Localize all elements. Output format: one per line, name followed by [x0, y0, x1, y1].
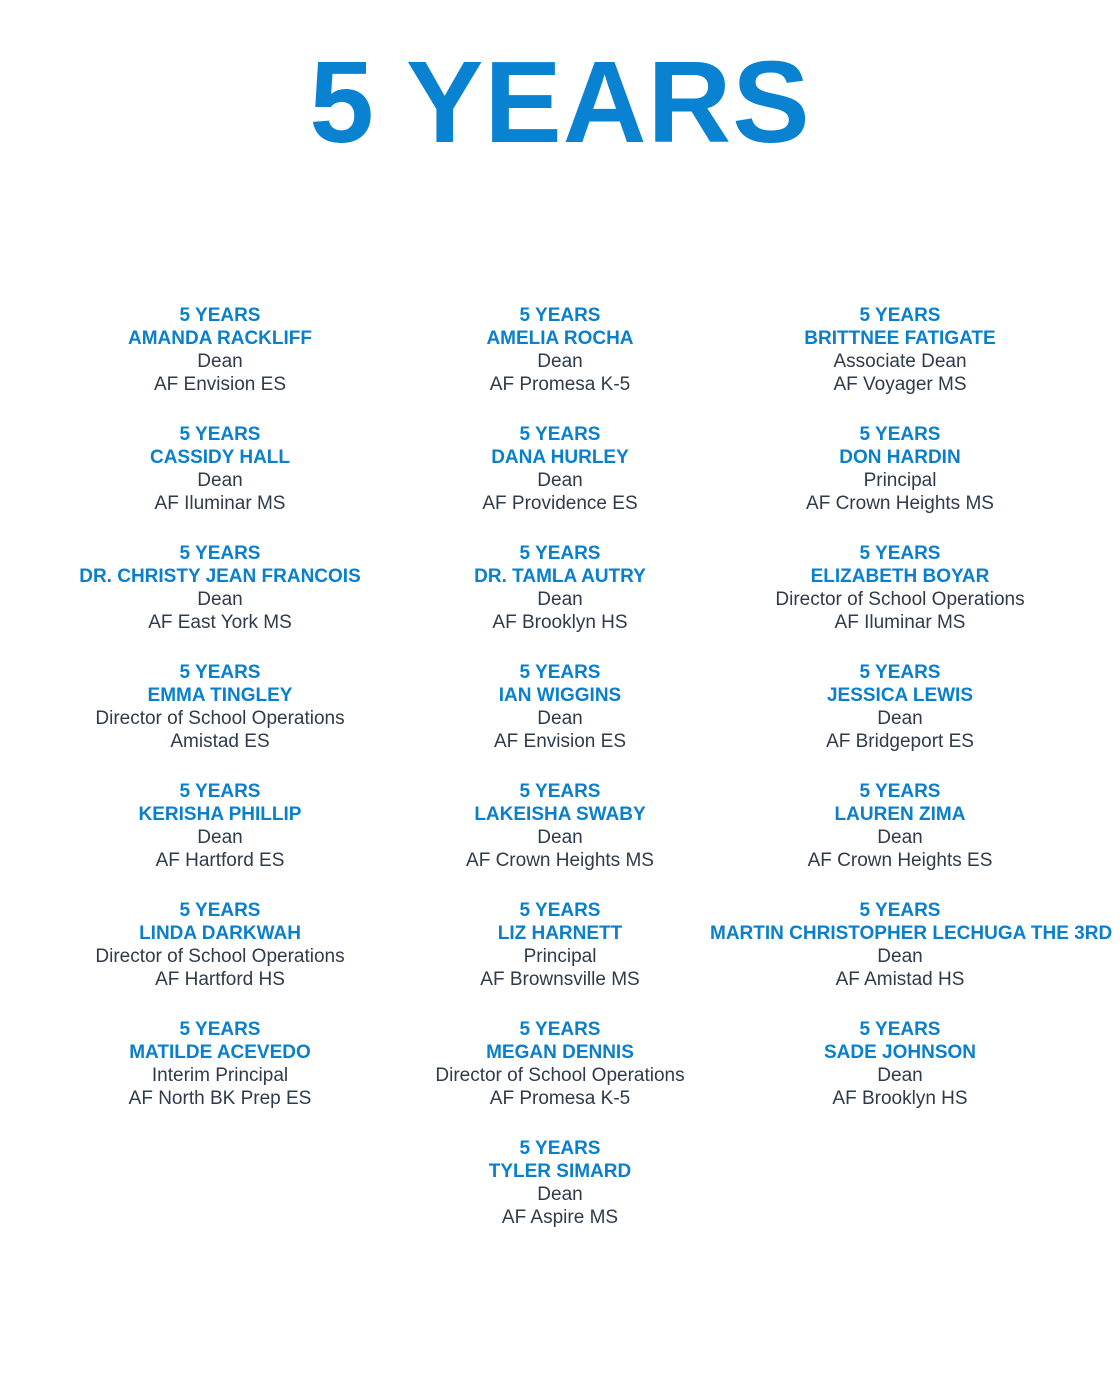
page-title: 5 YEARS — [309, 37, 811, 167]
honoree-name: AMELIA ROCHA — [486, 328, 634, 349]
honoree-school: AF Envision ES — [154, 374, 286, 395]
years-label: 5 YEARS — [859, 781, 941, 802]
years-label: 5 YEARS — [519, 543, 601, 564]
honoree-entry — [30, 1018, 410, 1137]
honoree-name: TYLER SIMARD — [488, 1161, 632, 1182]
honoree-school: AF Brooklyn HS — [832, 1088, 968, 1109]
years-label: 5 YEARS — [519, 662, 601, 683]
honoree-role: Dean — [197, 351, 243, 372]
honoree-name: IAN WIGGINS — [498, 685, 622, 706]
honoree-entry — [710, 542, 1090, 661]
honoree-entry — [370, 899, 750, 1018]
honoree-entry — [710, 899, 1113, 1018]
honoree-entry — [370, 661, 750, 780]
years-label: 5 YEARS — [179, 305, 261, 326]
years-label: 5 YEARS — [179, 900, 261, 921]
years-label: 5 YEARS — [859, 1019, 941, 1040]
honoree-role: Dean — [537, 470, 583, 491]
honoree-entry — [30, 542, 410, 661]
honoree-name: BRITTNEE FATIGATE — [804, 328, 996, 349]
honoree-role: Director of School Operations — [95, 946, 345, 967]
years-label: 5 YEARS — [519, 781, 601, 802]
honoree-role: Dean — [877, 1065, 923, 1086]
honoree-name: DON HARDIN — [839, 447, 961, 468]
honoree-column-1 — [30, 304, 410, 1137]
honoree-school: AF Crown Heights MS — [806, 493, 994, 514]
honoree-school: AF Providence ES — [482, 493, 638, 514]
years-label: 5 YEARS — [859, 543, 941, 564]
years-label: 5 YEARS — [519, 900, 601, 921]
honoree-role: Dean — [877, 708, 923, 729]
years-label: 5 YEARS — [179, 543, 261, 564]
years-label: 5 YEARS — [179, 1019, 261, 1040]
honoree-name: EMMA TINGLEY — [147, 685, 293, 706]
honoree-entry — [370, 1137, 750, 1256]
honoree-school: AF Brooklyn HS — [492, 612, 628, 633]
honoree-role: Principal — [523, 946, 597, 967]
honoree-entry — [30, 304, 410, 423]
honoree-school: AF Hartford ES — [155, 850, 285, 871]
honoree-entry — [370, 304, 750, 423]
honoree-role: Dean — [877, 827, 923, 848]
honoree-name: JESSICA LEWIS — [826, 685, 974, 706]
honoree-name: CASSIDY HALL — [149, 447, 291, 468]
honoree-entry — [710, 423, 1090, 542]
honoree-school: Amistad ES — [170, 731, 270, 752]
honoree-role: Dean — [197, 827, 243, 848]
honoree-name: ELIZABETH BOYAR — [810, 566, 990, 587]
honoree-school: AF Crown Heights ES — [807, 850, 993, 871]
honoree-column-2 — [370, 304, 750, 1256]
honoree-role: Director of School Operations — [775, 589, 1025, 610]
honoree-name: DR. TAMLA AUTRY — [474, 566, 646, 587]
honoree-name: KERISHA PHILLIP — [138, 804, 302, 825]
honoree-name: AMANDA RACKLIFF — [128, 328, 312, 349]
honoree-school: AF Envision ES — [494, 731, 626, 752]
years-label: 5 YEARS — [859, 662, 941, 683]
years-label: 5 YEARS — [179, 424, 261, 445]
honoree-name: MEGAN DENNIS — [486, 1042, 634, 1063]
honoree-name: LIZ HARNETT — [497, 923, 623, 944]
honoree-name: LAKEISHA SWABY — [474, 804, 646, 825]
honoree-entry — [370, 1018, 750, 1137]
honoree-role: Interim Principal — [151, 1065, 289, 1086]
honoree-school: AF Amistad HS — [835, 969, 965, 990]
years-label: 5 YEARS — [859, 424, 941, 445]
honoree-role: Dean — [197, 470, 243, 491]
honoree-role: Dean — [537, 827, 583, 848]
honoree-school: AF Promesa K-5 — [489, 1088, 631, 1109]
honoree-role: Associate Dean — [833, 351, 967, 372]
honoree-role: Principal — [863, 470, 937, 491]
honoree-name: LAUREN ZIMA — [834, 804, 966, 825]
years-label: 5 YEARS — [179, 781, 261, 802]
honoree-entry — [30, 423, 410, 542]
years-label: 5 YEARS — [519, 1019, 601, 1040]
years-label: 5 YEARS — [519, 305, 601, 326]
years-label: 5 YEARS — [519, 1138, 601, 1159]
honoree-entry — [30, 899, 410, 1018]
honoree-school: AF Iluminar MS — [154, 493, 286, 514]
honoree-entry — [710, 661, 1090, 780]
honoree-role: Director of School Operations — [435, 1065, 685, 1086]
honoree-role: Director of School Operations — [95, 708, 345, 729]
honoree-name: MARTIN CHRISTOPHER LECHUGA THE 3RD — [710, 923, 1113, 944]
years-label: 5 YEARS — [519, 424, 601, 445]
honoree-school: AF Crown Heights MS — [466, 850, 654, 871]
honoree-role: Dean — [537, 1184, 583, 1205]
years-label: 5 YEARS — [859, 900, 941, 921]
honoree-school: AF Brownsville MS — [480, 969, 640, 990]
honoree-entry — [710, 304, 1090, 423]
honoree-entry — [30, 780, 410, 899]
honoree-entry — [370, 542, 750, 661]
years-label: 5 YEARS — [859, 305, 941, 326]
years-label: 5 YEARS — [179, 662, 261, 683]
honoree-school: AF North BK Prep ES — [128, 1088, 312, 1109]
honoree-name: DR. CHRISTY JEAN FRANCOIS — [79, 566, 361, 587]
honoree-role: Dean — [877, 946, 923, 967]
honoree-school: AF Aspire MS — [501, 1207, 619, 1228]
honoree-name: SADE JOHNSON — [823, 1042, 977, 1063]
honoree-role: Dean — [197, 589, 243, 610]
honoree-role: Dean — [537, 351, 583, 372]
honoree-entry — [30, 661, 410, 780]
honoree-school: AF Promesa K-5 — [489, 374, 631, 395]
honoree-name: MATILDE ACEVEDO — [129, 1042, 311, 1063]
honoree-school: AF Bridgeport ES — [826, 731, 974, 752]
honoree-school: AF Voyager MS — [833, 374, 967, 395]
honoree-entry — [710, 1018, 1090, 1137]
honoree-entry — [370, 423, 750, 542]
honoree-role: Dean — [537, 589, 583, 610]
honoree-school: AF Hartford HS — [155, 969, 285, 990]
honoree-role: Dean — [537, 708, 583, 729]
honoree-name: DANA HURLEY — [491, 447, 629, 468]
honoree-entry — [710, 780, 1090, 899]
honoree-entry — [370, 780, 750, 899]
honoree-school: AF East York MS — [148, 612, 292, 633]
honoree-column-3 — [710, 304, 1113, 1137]
honoree-school: AF Iluminar MS — [834, 612, 966, 633]
honoree-name: LINDA DARKWAH — [139, 923, 301, 944]
